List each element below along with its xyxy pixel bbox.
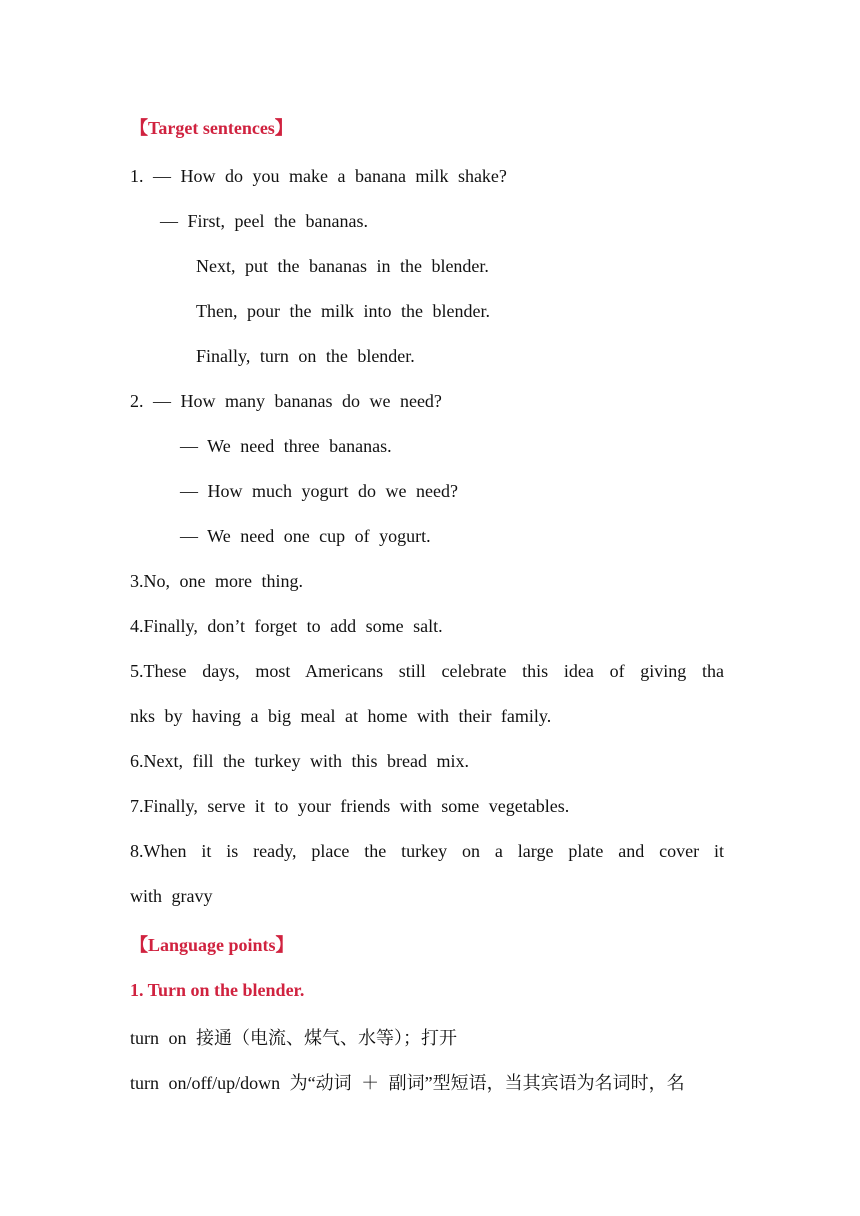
sentence-line-11: 4.Finally, don’t forget to add some salt.	[130, 616, 443, 636]
sentence-line-5: Finally, turn on the blender.	[196, 346, 415, 366]
language-point-line-1: turn on 接通（电流、煤气、水等）；打开	[130, 1028, 457, 1048]
language-points-heading: 【Language points】	[130, 935, 294, 955]
sentence-line-6: 2. — How many bananas do we need?	[130, 391, 442, 411]
sentence-line-13: nks by having a big meal at home with their family.	[130, 706, 552, 726]
sentence-line-15: 7.Finally, serve it to your friends with some vegetables.	[130, 796, 570, 816]
sentence-line-10: 3.No, one more thing.	[130, 571, 303, 591]
sentence-line-3: Next, put the bananas in the blender.	[196, 256, 489, 276]
language-point-line-2: turn on/off/up/down 为“动词 ＋ 副词”型短语，当其宾语为名词时，名	[130, 1073, 685, 1093]
sentence-line-2: — First, peel the bananas.	[160, 211, 368, 231]
sentence-line-16: 8.When it is ready, place the turkey on a large plate and cover it	[130, 841, 724, 861]
sentence-line-9: — We need one cup of yogurt.	[180, 526, 431, 546]
sentence-line-14: 6.Next, fill the turkey with this bread mix.	[130, 751, 469, 771]
target-sentences-heading: 【Target sentences】	[130, 118, 293, 138]
sentence-line-12: 5.These days, most Americans still celebrate this idea of giving tha	[130, 661, 724, 681]
sentence-line-8: — How much yogurt do we need?	[180, 481, 458, 501]
sentence-line-7: — We need three bananas.	[180, 436, 392, 456]
sentence-line-4: Then, pour the milk into the blender.	[196, 301, 490, 321]
language-point-1-title: 1. Turn on the blender.	[130, 980, 305, 1000]
sentence-line-17: with gravy	[130, 886, 213, 906]
sentence-line-1: 1. — How do you make a banana milk shake?	[130, 166, 507, 186]
